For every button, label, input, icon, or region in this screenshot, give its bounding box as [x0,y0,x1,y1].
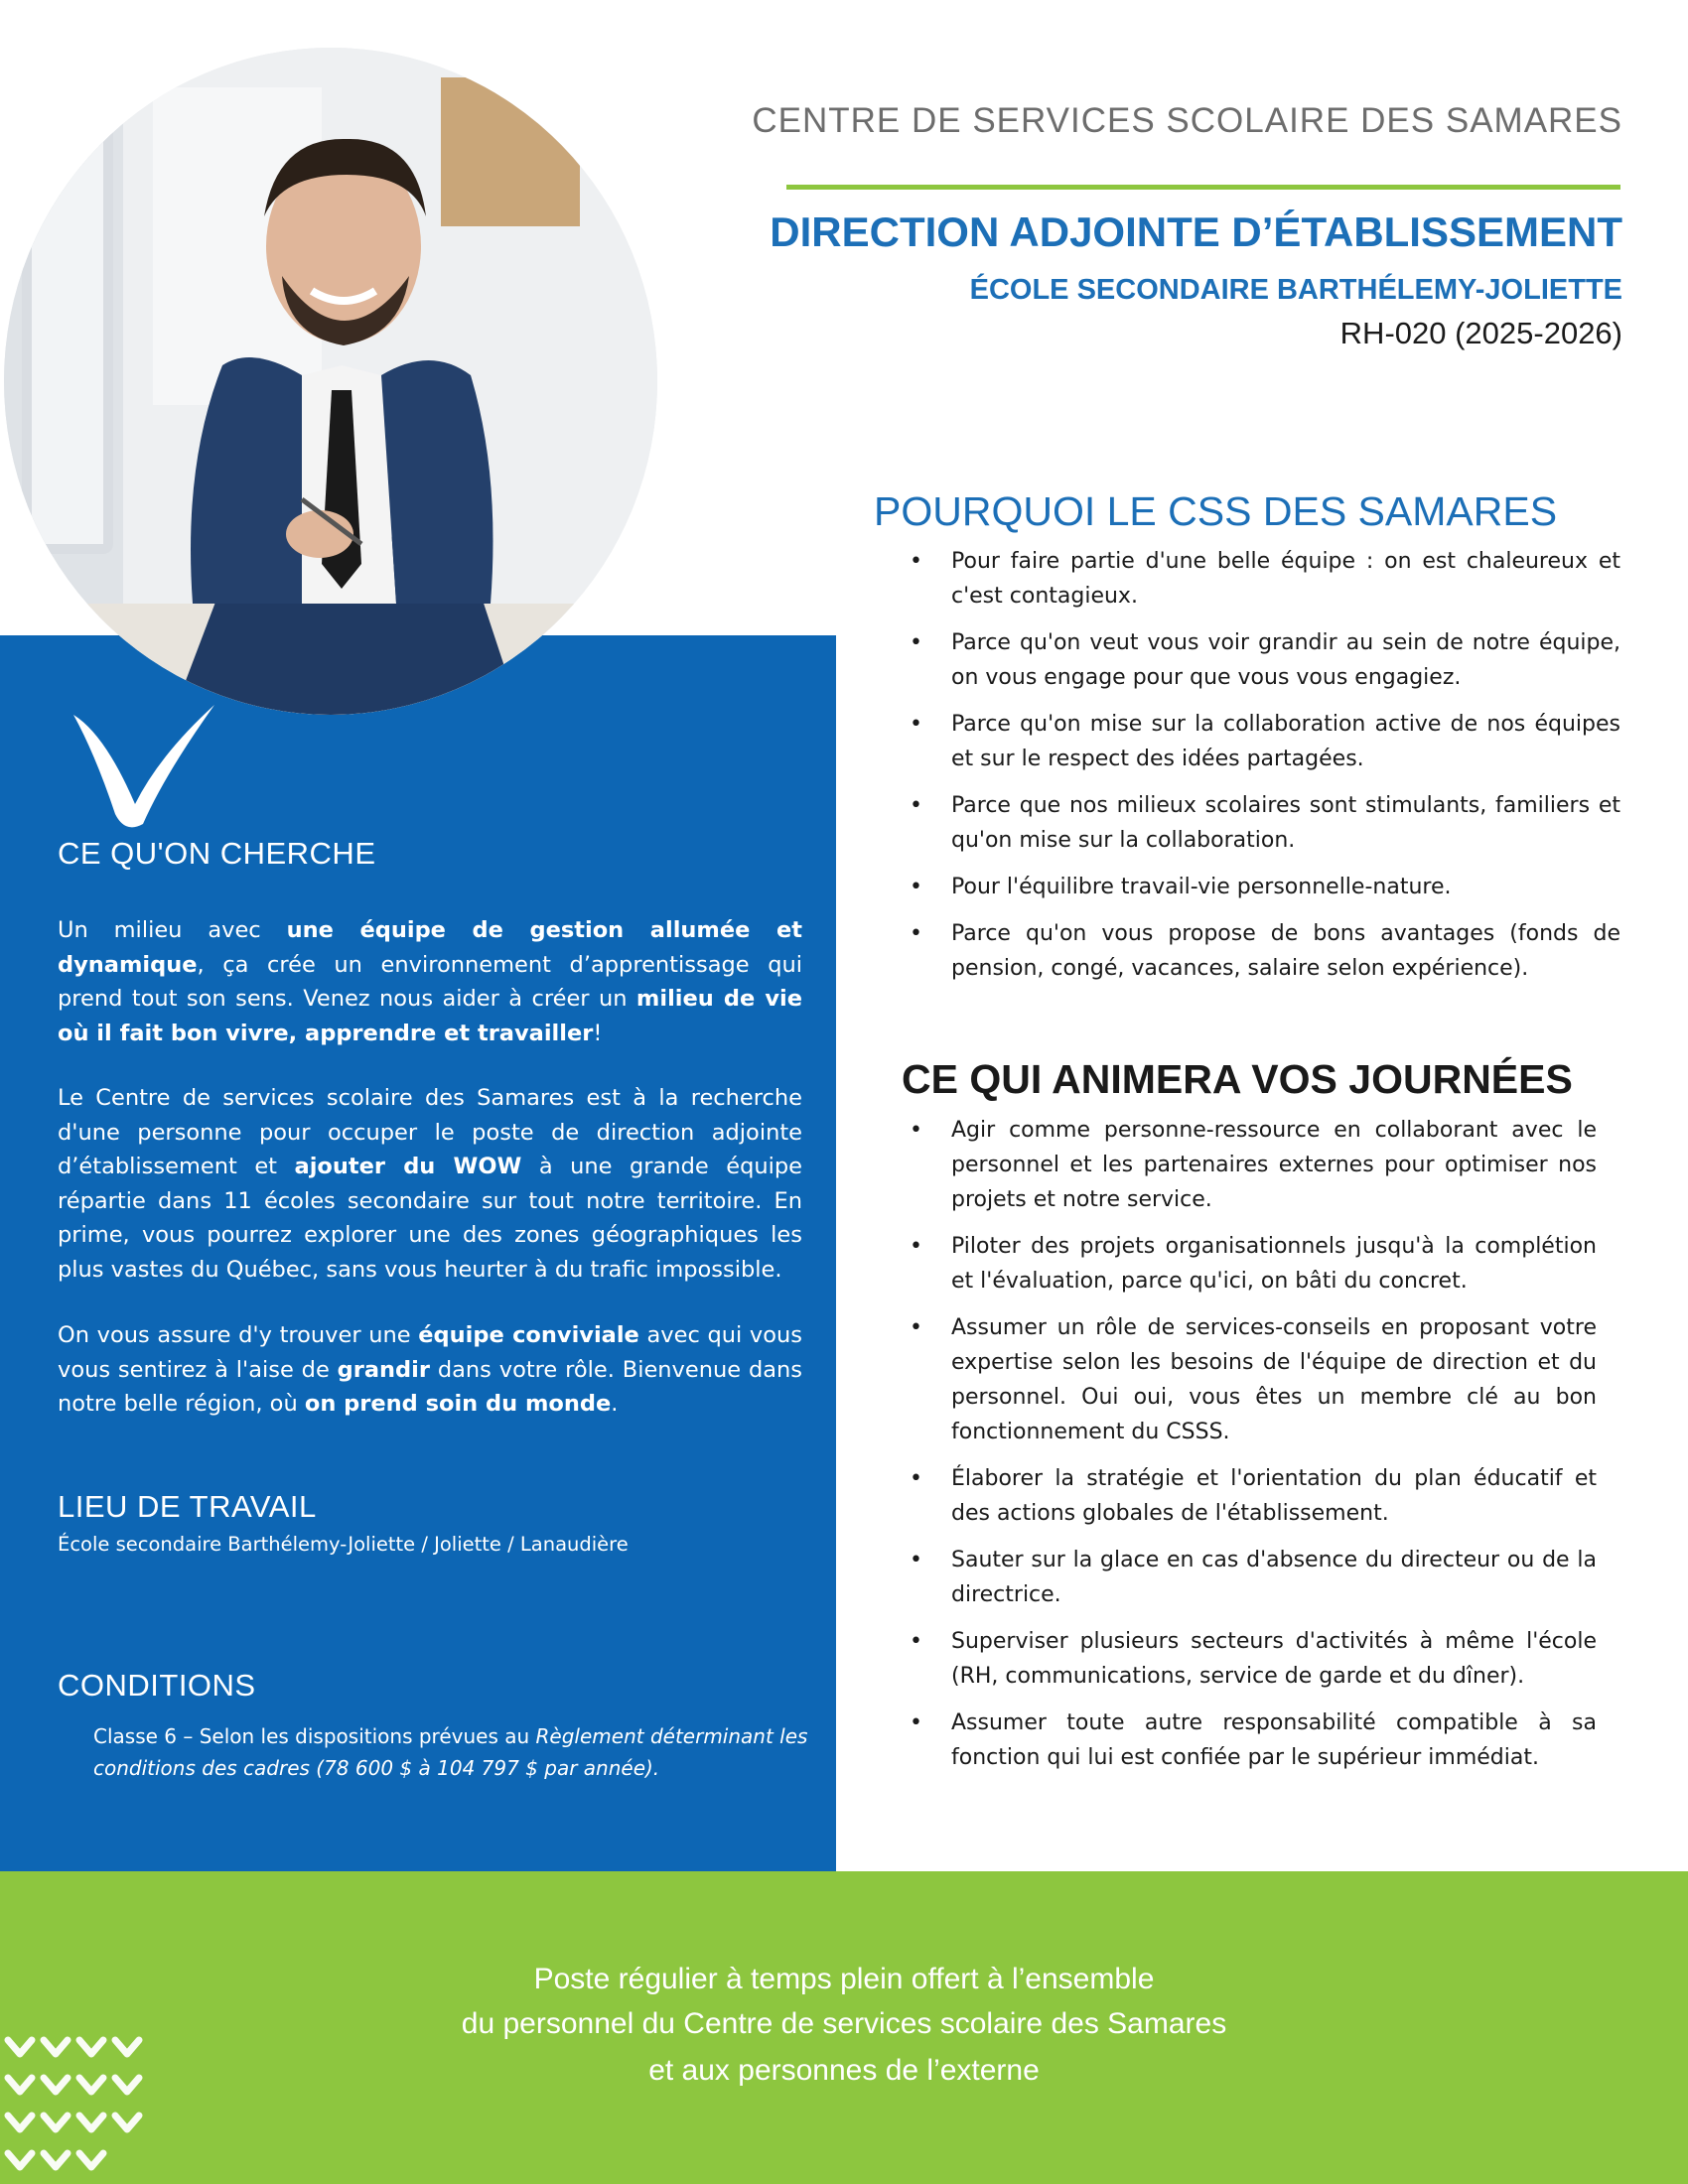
duties-list [910,1113,1597,1787]
footer-line-1: Poste régulier à temps plein offert à l’ensemble [533,1963,1155,1995]
looking-for-paragraph-2: Le Centre de services scolaire des Samares est à la recherche d'une personne pour occuper le poste de direction adjointe d’établissement et ajouter du WOW à une grande équipe répartie dans 11 écoles secondaire sur tout notre territoire. En prime, vous pourrez explorer une des zones géographiques les plus vastes du Québec, sans vous heurter à du trafic impossible. [58,1085,802,1283]
list-item: • Élaborer la stratégie et l'orientation du plan éducatif et des actions globales de l'établissement. [910,1466,1597,1526]
list-item: • Pour faire partie d'une belle équipe : on est chaleureux et c'est contagieux. [910,549,1620,609]
why-list [910,544,1620,998]
organization-name: CENTRE DE SERVICES SCOLAIRE DES SAMARES [752,101,1622,140]
header-divider [786,185,1620,190]
workplace-heading: LIEU DE TRAVAIL [58,1489,317,1524]
list-item: • Parce qu'on vous propose de bons avantages (fonds de pension, congé, vacances, salaire selon expérience). [910,921,1620,981]
duties-section-title: CE QUI ANIMERA VOS JOURNÉES [902,1056,1573,1102]
list-item: • Parce qu'on mise sur la collaboration active de nos équipes et sur le respect des idées partagées. [910,712,1620,771]
list-item: • Assumer toute autre responsabilité compatible à sa fonction qui lui est confiée par le supérieur immédiat. [910,1710,1597,1770]
list-item: • Parce qu'on veut vous voir grandir au sein de notre équipe, on vous engage pour que vous vous engagiez. [910,630,1620,690]
list-item: • Pour l'équilibre travail-vie personnelle-nature. [910,875,1452,899]
conditions-heading: CONDITIONS [58,1668,256,1703]
looking-for-paragraph-3: On vous assure d'y trouver une équipe conviviale avec qui vous vous sentirez à l'aise de grandir dans votre rôle. Bienvenue dans notre belle région, où on prend soin du monde. [58,1322,802,1417]
reference-code: RH-020 (2025-2026) [1339,316,1622,350]
why-section-title: POURQUOI LE CSS DES SAMARES [874,488,1558,534]
list-item: • Agir comme personne-ressource en collaborant avec le personnel et les partenaires externes pour optimiser nos projets et notre service. [910,1118,1597,1212]
employee-photo [4,48,657,715]
list-item: • Superviser plusieurs secteurs d'activités à même l'école (RH, communications, service de garde et du dîner). [910,1629,1597,1689]
conditions-text: Classe 6 – Selon les dispositions prévues au Règlement déterminant les conditions des cadres (78 600 $ à 104 797 $ par année). [93,1724,808,1780]
workplace-value: École secondaire Barthélemy-Joliette / Joliette / Lanaudière [58,1533,629,1556]
list-item: • Sauter sur la glace en cas d'absence du directeur ou de la directrice. [910,1548,1597,1607]
list-item: • Parce que nos milieux scolaires sont stimulants, familiers et qu'on mise sur la collaboration. [910,793,1620,853]
list-item: • Piloter des projets organisationnels jusqu'à la complétion et l'évaluation, parce qu'ici, on bâti du concret. [910,1234,1597,1294]
footer-line-2: du personnel du Centre de services scolaire des Samares [461,2007,1227,2040]
footer-line-3: et aux personnes de l’externe [648,2054,1040,2087]
list-item: • Assumer un rôle de services-conseils en proposant votre expertise selon les besoins de l'équipe de direction et du personnel. Oui oui, vous êtes un membre clé au bon fonctionnement du CSSS. [910,1315,1597,1444]
looking-for-heading: CE QU'ON CHERCHE [58,836,376,871]
checkmark-decoration [66,695,224,834]
school-name: ÉCOLE SECONDAIRE BARTHÉLEMY-JOLIETTE [969,274,1622,306]
looking-for-paragraph-1: Un milieu avec une équipe de gestion allumée et dynamique, ça crée un environnement d’apprentissage qui prend tout son sens. Venez nous aider à créer un milieu de vie où il fait bon vivre, apprendre et travailler! [58,917,802,1046]
job-title: DIRECTION ADJOINTE D’ÉTABLISSEMENT [770,208,1622,255]
